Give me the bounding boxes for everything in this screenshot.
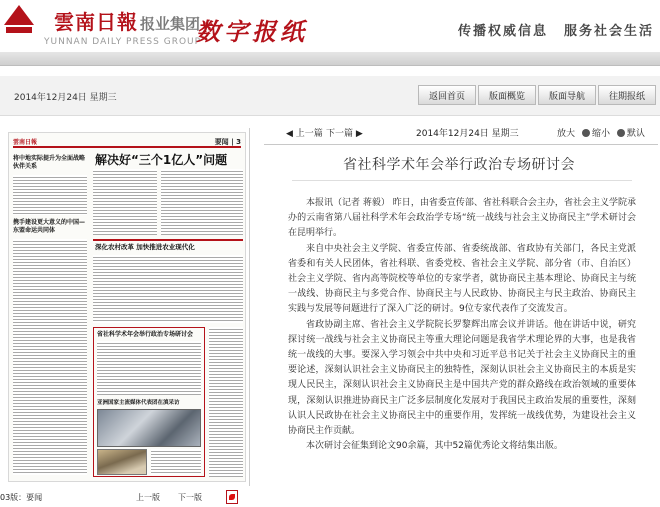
logo-group: 报业集团 xyxy=(140,15,201,33)
past-issues-button[interactable]: 往期报纸 xyxy=(598,85,656,105)
paper-page-label: 要闻 | 3 xyxy=(214,138,241,146)
paper-sub-headline-2[interactable]: 省社科学术年会举行政治专场研讨会 xyxy=(97,331,194,338)
site-title: 数字报纸 xyxy=(196,17,308,46)
title-divider xyxy=(292,180,632,181)
paper-photo xyxy=(97,409,201,447)
article-paragraph: 省政协副主席、省社会主义学院院长罗黎辉出席会议并讲话。他在讲话中说，研究探讨统一战线与社会主义协商民主等重大理论问题是我省学术理论界的大事，也是我省统一战线的大事。要深入学习领会中共中央和习近平总书记关于社会主义协商民主的重要论述，深刻认识社会主义协商民主的独特性，深刻认识社会主义协商民主的本质是实现人民民主，深刻认识社会主义协商民主是中国共产党的群众路线在政治领域的重要体现，深刻认识推进协商民主广泛多层制度化发展对于我国民主政治发展的重要性，深刻认识人民政协在社会主义协商民主中的重要作用，发挥统一战线优势，为建设社会主义协商民主作贡献。 xyxy=(288,319,636,437)
paper-main-headline[interactable]: 解决好“三个1亿人”问题 xyxy=(95,153,228,167)
paper-sub-headline-1[interactable]: 深化农村改革 加快推进农业现代化 xyxy=(95,243,195,251)
article-paragraph: 来自中央社会主义学院、省委宣传部、省委统战部、省政协有关部门，各民主党派省委和有关人民团体，省社科联、省委党校、省社会主义学院、部分省（市、自治区）社会主义学院、省内高等院校等单位的专家学者，就协商民主基本理论、协商民主与统一战线、协商民主与多党合作、协商民主与人民政协、协商民主与民主政治、协商民主实践与发展等问题进行了深入广泛的研讨。9位专家代表作了交流发言。 xyxy=(288,243,636,315)
zoom-in-icon[interactable] xyxy=(582,129,590,137)
article-toolbar xyxy=(258,124,660,142)
article-divider xyxy=(264,144,658,145)
paper-photo xyxy=(97,449,147,475)
paper-sub-headline-3[interactable]: 亚洲国家主流媒体代表团在滇采访 xyxy=(97,400,180,406)
logo-cn: 雲南日報 xyxy=(54,10,138,34)
paper-text-block xyxy=(97,341,201,395)
zoom-controls xyxy=(557,126,646,139)
prev-article-link[interactable]: ◀ 上一篇 xyxy=(286,129,323,139)
next-article-label: 下一篇 xyxy=(326,129,354,139)
paper-text-block xyxy=(161,169,243,235)
current-page-name: 03版：要闻 xyxy=(0,493,43,502)
article-title: 省社科学术年会举行政治专场研讨会 xyxy=(343,157,575,173)
next-article-link[interactable]: 下一篇 ▶ xyxy=(326,129,363,139)
paper-text-block xyxy=(93,169,157,235)
zoom-out-button[interactable]: 缩小 xyxy=(591,129,610,139)
paper-text-block xyxy=(209,327,243,477)
home-button[interactable]: 返回首页 xyxy=(418,85,476,105)
zoom-out-icon[interactable] xyxy=(617,129,625,137)
slogan-1: 传播权威信息 xyxy=(457,24,548,39)
page-pager xyxy=(0,490,250,507)
article-body xyxy=(288,196,636,454)
pdf-download-icon[interactable] xyxy=(226,490,238,504)
nav-date: 2014年12月24日 星期三 xyxy=(14,93,117,103)
nav-buttons xyxy=(416,85,656,105)
next-page-link[interactable]: 下一版 xyxy=(178,493,202,502)
paper-left-headline-2[interactable]: 携手建设更大意义的中国—东盟命运共同体 xyxy=(13,219,86,234)
logo-text xyxy=(54,6,200,35)
header-divider xyxy=(0,52,660,66)
article-panel xyxy=(258,118,660,507)
paper-left-headline-1[interactable]: 将中地实际提升为全面战略伙伴关系 xyxy=(13,155,86,170)
zoom-in-button[interactable]: 放大 xyxy=(556,129,575,139)
page-overview-button[interactable]: 版面概览 xyxy=(478,85,536,105)
nav-bar xyxy=(0,76,660,116)
page-preview-panel xyxy=(0,128,250,486)
prev-article-label: 上一篇 xyxy=(295,129,323,139)
article-date: 2014年12月24日 星期三 xyxy=(416,129,519,139)
slogan xyxy=(442,20,654,39)
logo-emblem-icon xyxy=(4,5,34,39)
paper-text-block xyxy=(13,239,87,475)
paper-masthead-text: 雲南日報 xyxy=(13,139,38,146)
paper-text-block xyxy=(13,175,87,215)
zoom-default-button[interactable]: 默认 xyxy=(626,129,645,139)
slogan-2: 服务社会生活 xyxy=(563,24,654,39)
site-header xyxy=(0,0,660,66)
paper-text-block xyxy=(151,449,201,475)
paper-divider xyxy=(93,239,243,241)
article-paragraph: 本次研讨会征集到论文90余篇，其中52篇优秀论文将结集出版。 xyxy=(306,441,563,452)
newspaper-page-thumbnail[interactable] xyxy=(8,132,246,482)
page-navigation-button[interactable]: 版面导航 xyxy=(538,85,596,105)
article-paragraph: 本报讯（记者 蒋毅） 昨日，由省委宣传部、省社科联合会主办，省社会主义学院承办的云南省第八届社科学术年会政治学专场“统一战线与社会主义协商民主”学术研讨会在昆明举行。 xyxy=(288,198,636,239)
paper-text-block xyxy=(93,255,243,323)
paper-masthead xyxy=(13,136,241,148)
logo-en: YUNNAN DAILY PRESS GROUP xyxy=(44,37,202,47)
prev-page-link[interactable]: 上一版 xyxy=(136,493,160,502)
